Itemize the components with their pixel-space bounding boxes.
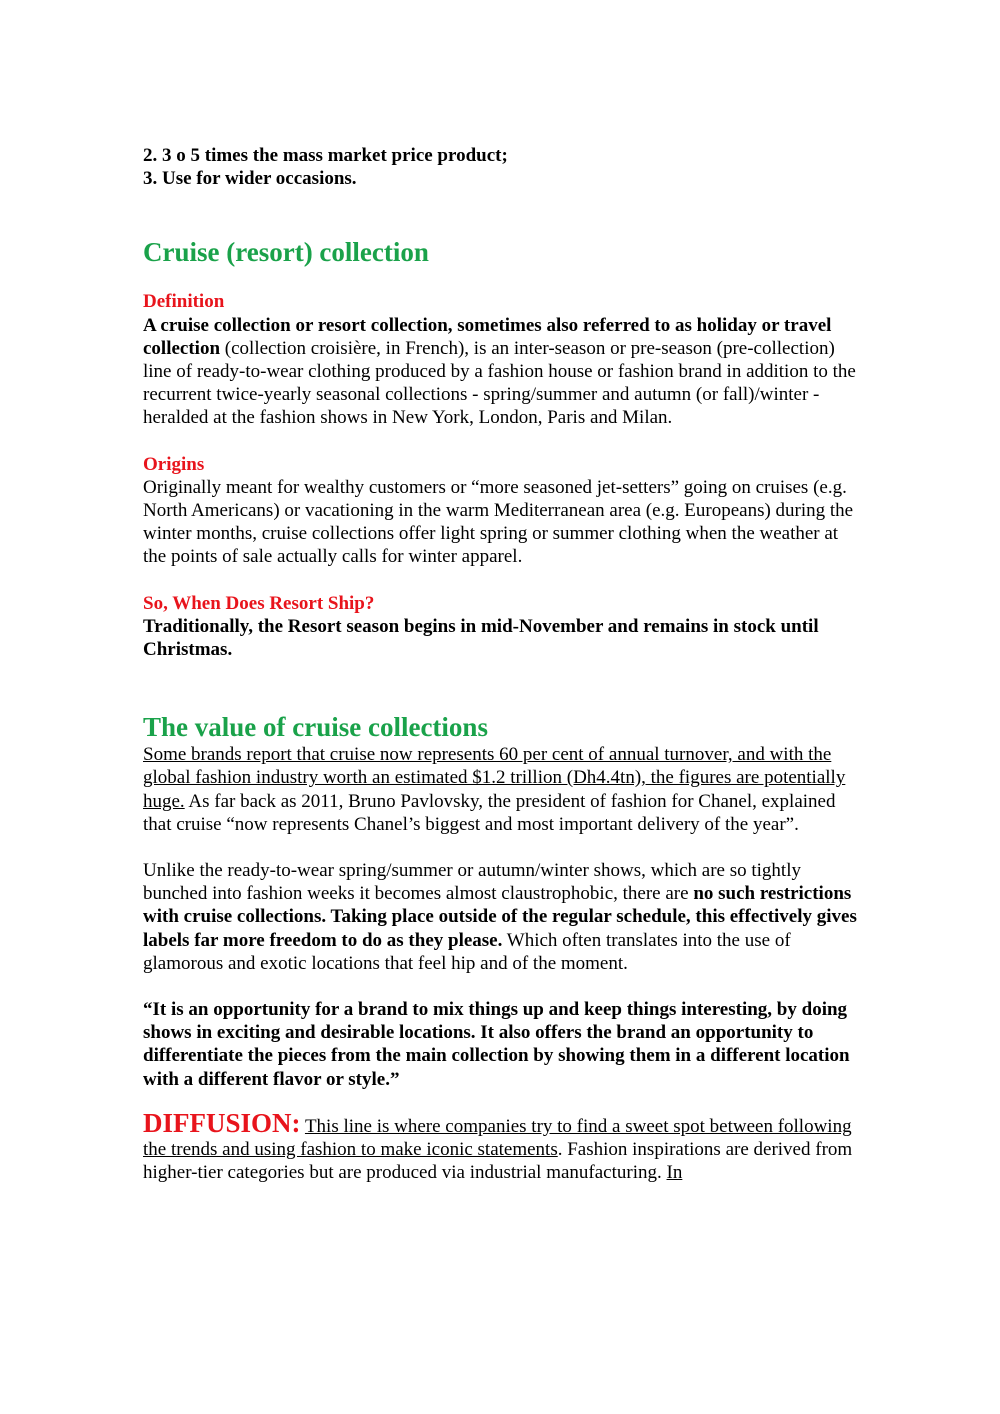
list-item: 2. 3 o 5 times the mass market price product; [143,145,508,166]
value-p2-start: Unlike the ready-to-wear spring/summer or autumn/winter shows, which are so tightly bunched into fashion weeks it becomes almost claustrophobic, there are [143,860,801,905]
diffusion-label: DIFFUSION: [143,1107,301,1138]
diffusion-underlined-text: This line is where companies try to find a sweet spot between following the trends and using fashion to make iconic statements [143,1115,852,1161]
value-p2-bold: no such restrictions with cruise collections. Taking place outside of the regular schedule, this effectively gives labels far more freedom to do as they please. [143,883,857,951]
diffusion-text: . Fashion inspirations are derived from higher-tier categories but are produced via industrial manufacturing. [143,1139,853,1184]
ship-paragraph: Traditionally, the Resort season begins in mid-November and remains in stock until Christmas. [143,615,819,661]
diffusion-tail-text: In [666,1162,683,1184]
value-paragraph-2 [143,859,859,975]
value-p2-end: Which often translates into the use of glamorous and exotic locations that feel hip and of the moment. [143,929,791,974]
quote-paragraph: “It is an opportunity for a brand to mix things up and keep things interesting, by doing shows in exciting and desirable locations. It also offers the brand an opportunity to differentiate the pieces from the main collection by showing them in a different location with a different flavor or style.” [143,999,850,1090]
diffusion-paragraph [143,1107,859,1185]
definition-paragraph [143,314,859,430]
value-paragraph-1 [143,743,859,836]
definition-bold-text: A cruise collection or resort collection, sometimes also referred to as holiday or travel collection [143,314,832,359]
ship-label: So, When Does Resort Ship? [143,592,375,614]
cruise-heading: Cruise (resort) collection [143,237,429,268]
value-heading: The value of cruise collections [143,712,488,743]
document-page [143,144,859,1185]
origins-paragraph: Originally meant for wealthy customers or “more seasoned jet-setters” going on cruises (e.g. North Americans) or vacationing in the warm Mediterranean area (e.g. Europeans) during the winter months, cruise collections offer light spring or summer clothing when the weather at the points of sale actually calls for winter apparel. [143,476,854,568]
definition-text: (collection croisière, in French), is an inter-season or pre-season (pre-collection) line of ready-to-wear clothing produced by a fashion house or fashion brand in addition to the recurrent twice-yearly seasonal collections - spring/summer and autumn (or fall)/winter - heralded at the fashion shows in New York, London, Paris and Milan. [143,337,856,429]
definition-label: Definition [143,291,225,313]
value-underlined-text: Some brands report that cruise now represents 60 per cent of annual turnover, and with the global fashion industry worth an estimated $1.2 trillion (Dh4.4tn), the figures are potentially huge. [143,744,846,812]
origins-label: Origins [143,453,205,475]
value-text: As far back as 2011, Bruno Pavlovsky, the president of fashion for Chanel, explained that cruise “now represents Chanel’s biggest and most important delivery of the year”. [143,790,836,835]
list-item: 3. Use for wider occasions. [143,168,357,190]
